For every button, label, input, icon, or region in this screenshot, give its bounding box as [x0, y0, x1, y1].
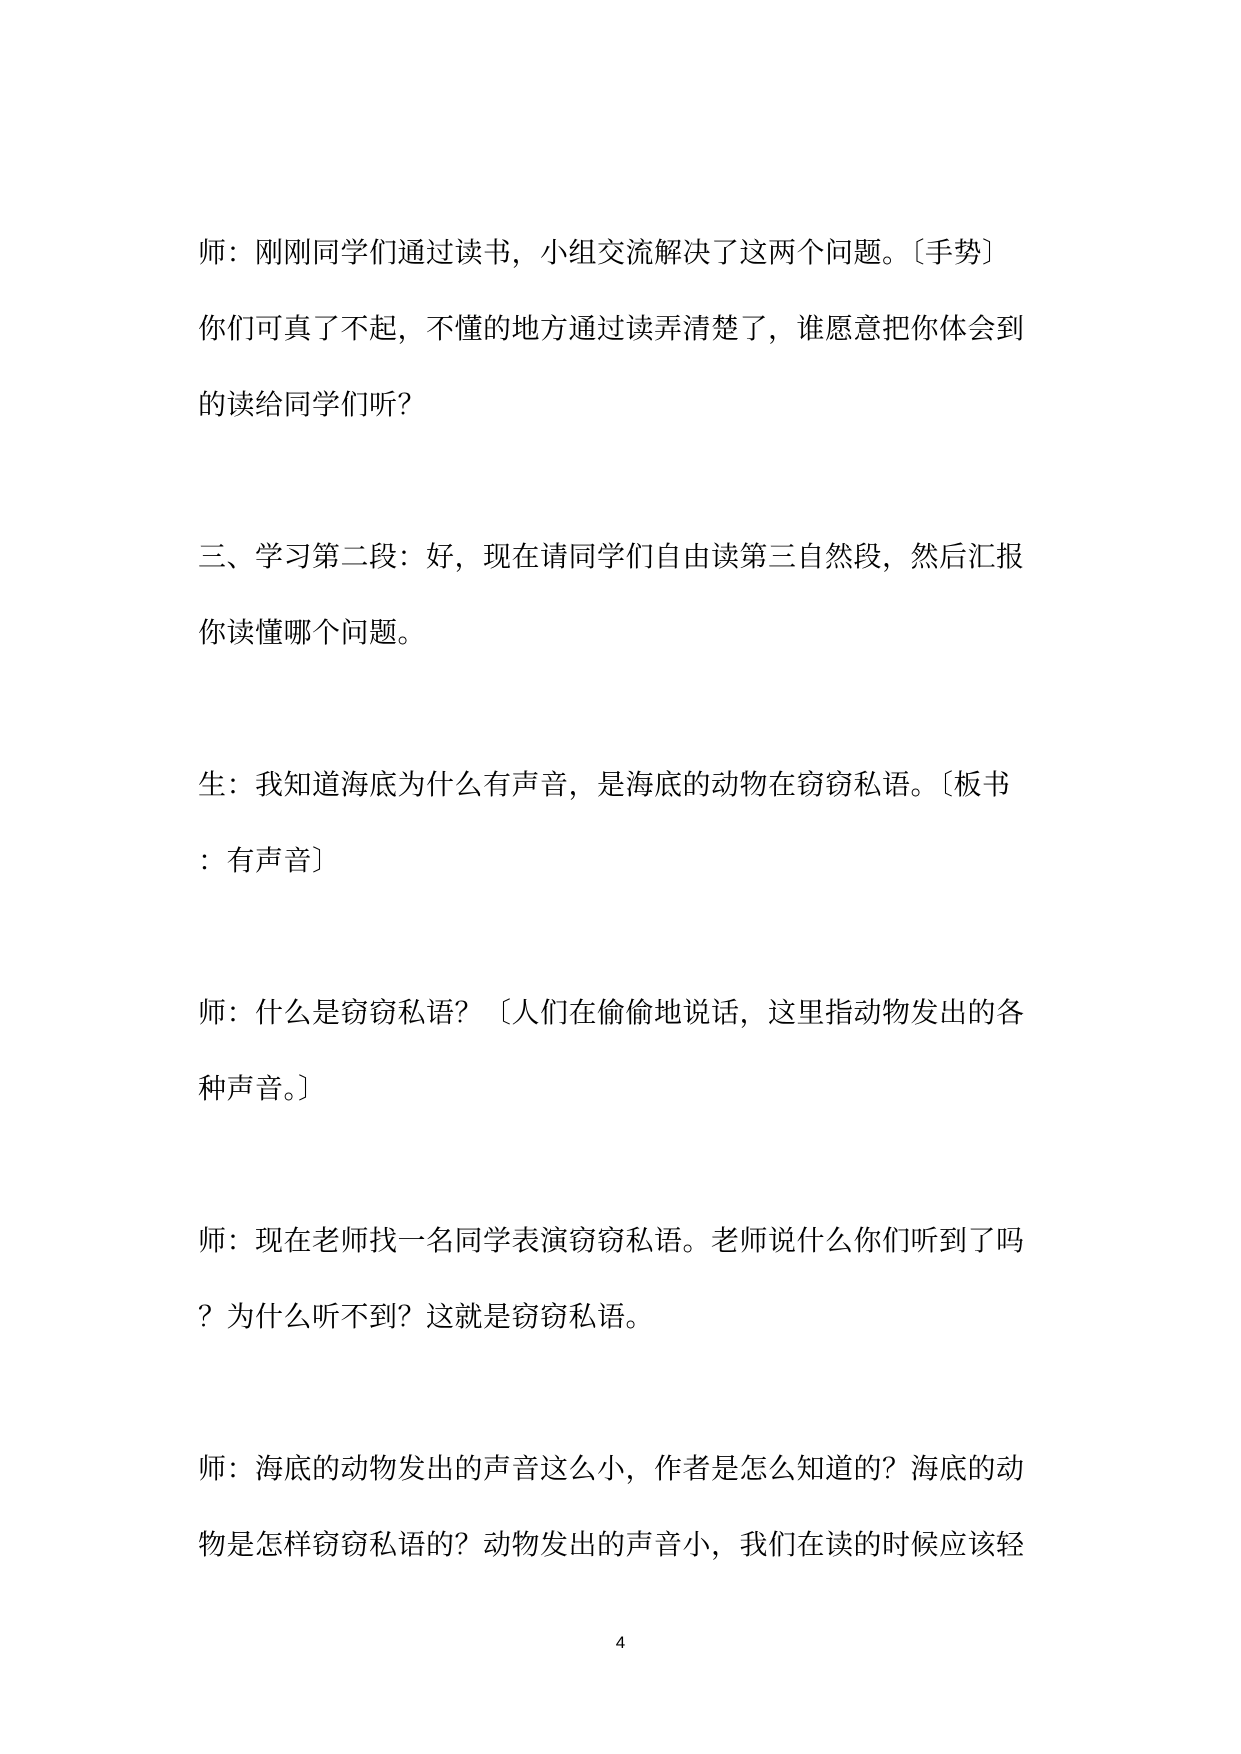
text-line: 的读给同学们听？ [198, 388, 427, 421]
text-line: 你们可真了不起，不懂的地方通过读弄清楚了，谁愿意把你体会到 [198, 312, 1025, 345]
text-line: 师：海底的动物发出的声音这么小，作者是怎么知道的？海底的动 [198, 1452, 1025, 1485]
page-number: 4 [615, 1633, 626, 1652]
text-line: 物是怎样窃窃私语的？动物发出的声音小，我们在读的时候应该轻 [198, 1528, 1025, 1561]
text-line: 你读懂哪个问题。 [198, 616, 427, 649]
text-line: 师：刚刚同学们通过读书，小组交流解决了这两个问题。〔手势〕 [198, 236, 1011, 269]
text-line: 三、学习第二段：好，现在请同学们自由读第三自然段，然后汇报 [198, 540, 1025, 573]
text-line: 师：什么是窃窃私语？〔人们在偷偷地说话，这里指动物发出的各 [198, 996, 1025, 1029]
text-line: 种声音。〕 [198, 1072, 327, 1105]
text-line: 生：我知道海底为什么有声音，是海底的动物在窃窃私语。〔板书 [198, 768, 1011, 801]
text-line: 师：现在老师找一名同学表演窃窃私语。老师说什么你们听到了吗 [198, 1224, 1025, 1257]
text-line: ？为什么听不到？这就是窃窃私语。 [198, 1300, 655, 1333]
text-line: ：有声音〕 [198, 844, 341, 877]
